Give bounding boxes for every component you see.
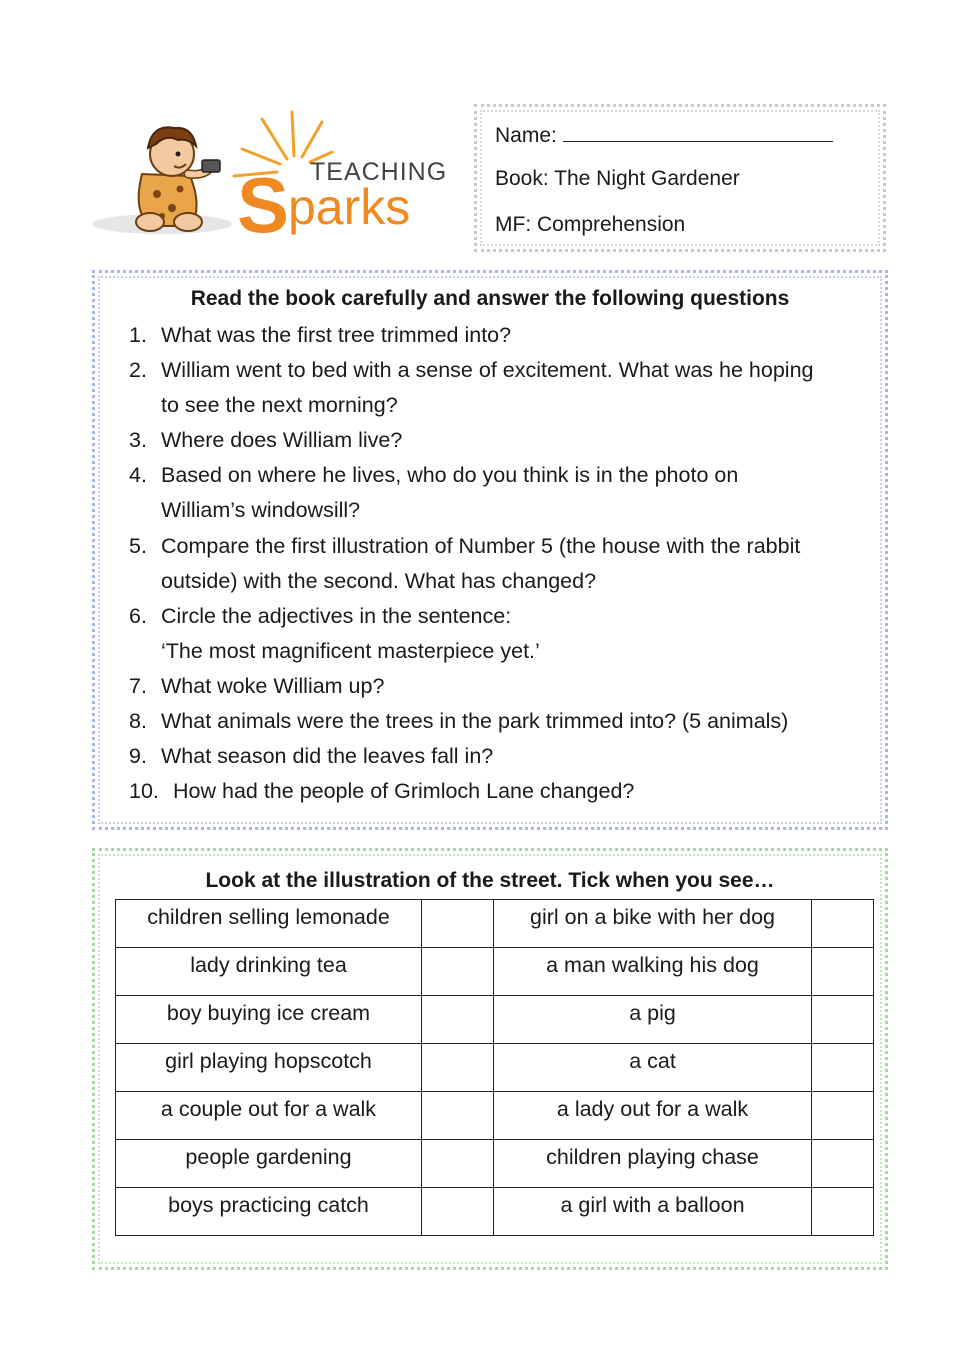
table-row bbox=[116, 900, 874, 948]
question-number: 3. bbox=[129, 428, 147, 452]
tick-checklist-box bbox=[92, 848, 888, 1270]
item-label: a lady out for a walk bbox=[494, 1092, 812, 1140]
caveman-mascot-icon bbox=[92, 104, 462, 254]
teaching-sparks-logo bbox=[92, 104, 462, 254]
tick-cell[interactable] bbox=[812, 1092, 874, 1140]
question-number: 7. bbox=[129, 674, 147, 698]
student-info-box bbox=[474, 104, 886, 252]
tick-cell[interactable] bbox=[812, 996, 874, 1044]
name-field[interactable] bbox=[495, 121, 833, 148]
question-text: How had the people of Grimloch Lane changed? bbox=[173, 779, 635, 803]
tick-cell[interactable] bbox=[422, 948, 494, 996]
table-row bbox=[116, 948, 874, 996]
question-number: 10. bbox=[129, 779, 159, 803]
item-label: girl playing hopscotch bbox=[116, 1044, 422, 1092]
focus-label: MF: Comprehension bbox=[495, 213, 686, 236]
table-row bbox=[116, 1044, 874, 1092]
question-number: 5. bbox=[129, 534, 147, 558]
item-label: a girl with a balloon bbox=[494, 1188, 812, 1236]
table-row bbox=[116, 1092, 874, 1140]
tick-cell[interactable] bbox=[422, 1044, 494, 1092]
table-row bbox=[116, 1140, 874, 1188]
name-blank-line[interactable] bbox=[563, 121, 833, 142]
tick-cell[interactable] bbox=[422, 1188, 494, 1236]
table-row bbox=[116, 1188, 874, 1236]
question-text: Where does William live? bbox=[161, 428, 403, 452]
question-number: 8. bbox=[129, 709, 147, 733]
item-label: people gardening bbox=[116, 1140, 422, 1188]
question-text: William went to bed with a sense of excitement. What was he hoping bbox=[161, 358, 814, 382]
question-text: What animals were the trees in the park trimmed into? (5 animals) bbox=[161, 709, 789, 733]
item-label: children playing chase bbox=[494, 1140, 812, 1188]
item-label: lady drinking tea bbox=[116, 948, 422, 996]
checklist-heading: Look at the illustration of the street. Tick when you see… bbox=[205, 869, 775, 892]
tick-table bbox=[115, 899, 874, 1236]
tick-cell[interactable] bbox=[812, 900, 874, 948]
question-number: 6. bbox=[129, 604, 147, 628]
question-text: Compare the first illustration of Number 5 (the house with the rabbit bbox=[161, 534, 801, 558]
tick-cell[interactable] bbox=[812, 1188, 874, 1236]
tick-cell[interactable] bbox=[422, 1092, 494, 1140]
question-number: 9. bbox=[129, 744, 147, 768]
question-number: 4. bbox=[129, 463, 147, 487]
item-label: boy buying ice cream bbox=[116, 996, 422, 1044]
svg-text:S: S bbox=[237, 161, 290, 249]
item-label: a man walking his dog bbox=[494, 948, 812, 996]
tick-cell[interactable] bbox=[812, 1140, 874, 1188]
tick-cell[interactable] bbox=[812, 948, 874, 996]
question-text: What season did the leaves fall in? bbox=[161, 744, 494, 768]
tick-cell[interactable] bbox=[812, 1044, 874, 1092]
tick-cell[interactable] bbox=[422, 900, 494, 948]
book-title: Book: The Night Gardener bbox=[495, 167, 740, 190]
item-label: boys practicing catch bbox=[116, 1188, 422, 1236]
tick-cell[interactable] bbox=[422, 1140, 494, 1188]
item-label: children selling lemonade bbox=[116, 900, 422, 948]
table-row bbox=[116, 996, 874, 1044]
tick-cell[interactable] bbox=[422, 996, 494, 1044]
svg-text:parks: parks bbox=[288, 179, 411, 235]
question-text: outside) with the second. What has changed? bbox=[161, 569, 597, 593]
question-text: to see the next morning? bbox=[161, 393, 398, 417]
item-label: a pig bbox=[494, 996, 812, 1044]
item-label: a couple out for a walk bbox=[116, 1092, 422, 1140]
question-text: Circle the adjectives in the sentence: bbox=[161, 604, 512, 628]
questions-heading: Read the book carefully and answer the following questions bbox=[190, 287, 790, 310]
question-text: Based on where he lives, who do you think is in the photo on bbox=[161, 463, 739, 487]
svg-text:TEACHING: TEACHING bbox=[310, 158, 448, 186]
questions-box bbox=[92, 270, 888, 830]
question-text: What was the first tree trimmed into? bbox=[161, 323, 512, 347]
item-label: girl on a bike with her dog bbox=[494, 900, 812, 948]
question-text: What woke William up? bbox=[161, 674, 385, 698]
item-label: a cat bbox=[494, 1044, 812, 1092]
name-label: Name: bbox=[495, 124, 557, 147]
question-quote: ‘The most magnificent masterpiece yet.’ bbox=[161, 639, 540, 663]
question-number: 2. bbox=[129, 358, 147, 382]
question-text: William’s windowsill? bbox=[161, 498, 361, 522]
question-number: 1. bbox=[129, 323, 147, 347]
